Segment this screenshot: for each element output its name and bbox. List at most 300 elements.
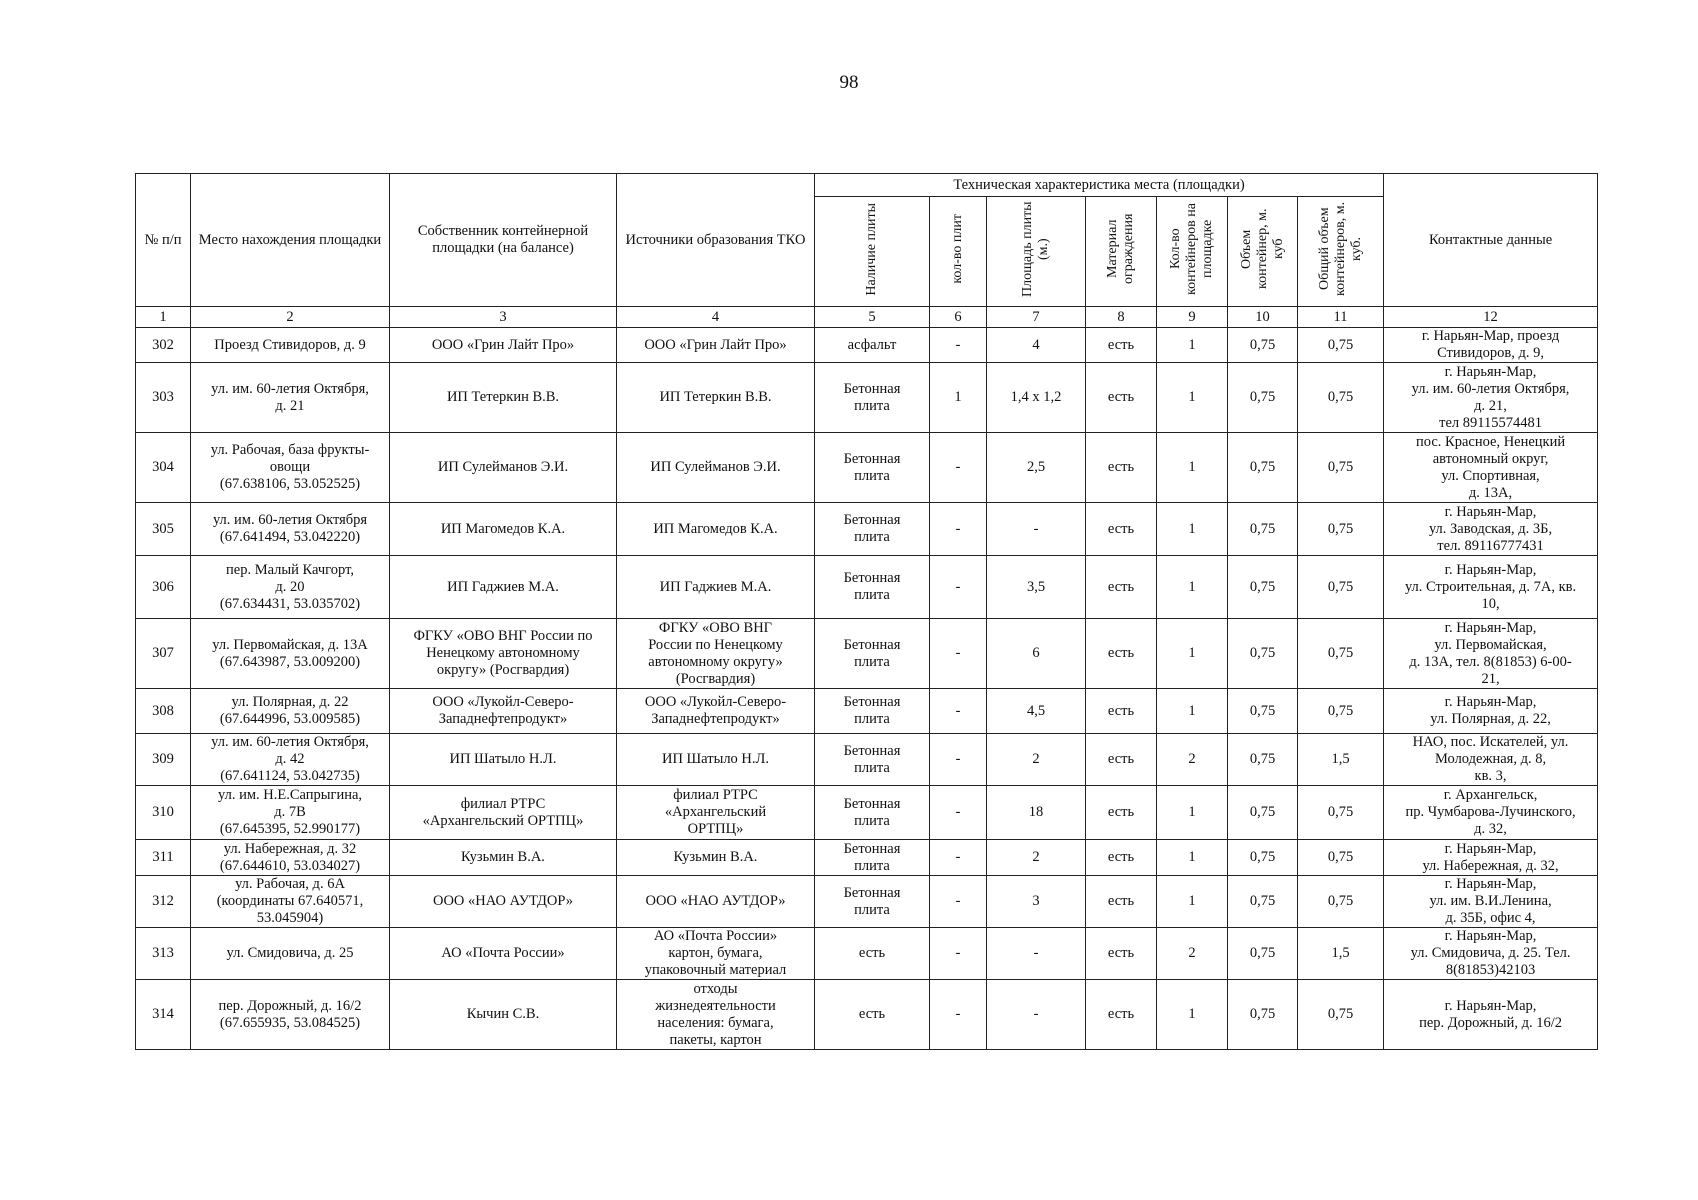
- cell-line: ООО «Грин Лайт Про»: [431, 336, 575, 353]
- plates-count-cell: -: [930, 786, 987, 840]
- plate-presence-cell: [815, 980, 930, 1050]
- header-total-volume: Общий объем контейнеров, м. куб.: [1298, 197, 1384, 307]
- plate-presence-cell: [815, 840, 930, 876]
- cell-line: НАО, пос. Искателей, ул.: [1412, 734, 1569, 750]
- row-number: 313: [136, 928, 191, 980]
- source-cell: [617, 840, 815, 876]
- cell-line: ул. Заводская, д. 3Б,: [1428, 520, 1553, 537]
- cell-line: Бетонная: [843, 380, 901, 397]
- contacts-cell: [1384, 503, 1598, 556]
- owner-cell: [390, 689, 617, 734]
- cell-line: Бетонная: [843, 742, 901, 759]
- cell-line: ул. Первомайская,: [1434, 636, 1547, 653]
- cell-line: г. Нарьян-Мар,: [1444, 561, 1537, 578]
- cell-line: ул. им. 60-летия Октября,: [211, 734, 369, 750]
- cell-line: пер. Малый Качгорт,: [226, 561, 354, 578]
- cell-line: г. Нарьян-Мар,: [1444, 694, 1537, 710]
- container-volume-cell: 0,75: [1228, 503, 1298, 556]
- page-number: 98: [839, 72, 859, 93]
- cell-line: д. 21,: [1474, 397, 1507, 414]
- column-number: 4: [617, 307, 815, 328]
- cell-line: ИП Гаджиев М.А.: [659, 578, 772, 595]
- cell-line: ИП Магомедов К.А.: [440, 520, 566, 537]
- total-volume-cell: 0,75: [1298, 433, 1384, 503]
- container-volume-cell: 0,75: [1228, 928, 1298, 980]
- contacts-cell: [1384, 689, 1598, 734]
- contacts-cell: [1384, 980, 1598, 1050]
- plate-area-cell: -: [987, 503, 1086, 556]
- header-location: Место нахождения площадки: [191, 174, 390, 307]
- cell-line: Западнефтепродукт»: [651, 711, 780, 727]
- container-count-cell: 1: [1157, 556, 1228, 619]
- cell-line: АО «Почта России»: [653, 928, 778, 944]
- header-source: Источники образования ТКО: [617, 174, 815, 307]
- cell-line: плита: [854, 397, 890, 414]
- cell-line: Стивидоров, д. 9,: [1437, 345, 1544, 361]
- fence-material-cell: есть: [1086, 556, 1157, 619]
- cell-line: ул. Полярная, д. 22: [231, 694, 349, 710]
- plate-presence-cell: [815, 786, 930, 840]
- cell-line: плита: [854, 529, 890, 545]
- cell-line: Бетонная: [843, 636, 901, 653]
- plates-count-cell: -: [930, 556, 987, 619]
- plates-count-cell: -: [930, 689, 987, 734]
- cell-line: ИП Магомедов К.А.: [653, 520, 778, 537]
- contacts-cell: [1384, 840, 1598, 876]
- total-volume-cell: 0,75: [1298, 503, 1384, 556]
- cell-line: ул. Смидовича, д. 25. Тел.: [1410, 945, 1571, 961]
- header-contacts: Контактные данные: [1384, 174, 1598, 307]
- source-cell: [617, 689, 815, 734]
- plate-area-cell: 4: [987, 328, 1086, 363]
- cell-line: ул. Полярная, д. 22,: [1430, 711, 1551, 727]
- owner-cell: [390, 876, 617, 928]
- total-volume-cell: 0,75: [1298, 363, 1384, 433]
- cell-line: г. Архангельск,: [1443, 787, 1538, 803]
- column-number: 2: [191, 307, 390, 328]
- cell-line: ООО «НАО АУТДОР»: [645, 893, 786, 909]
- container-count-cell: 1: [1157, 433, 1228, 503]
- contacts-cell: [1384, 734, 1598, 786]
- contacts-cell: [1384, 556, 1598, 619]
- plates-count-cell: -: [930, 928, 987, 980]
- fence-material-cell: есть: [1086, 786, 1157, 840]
- column-number: 3: [390, 307, 617, 328]
- source-cell: [617, 433, 815, 503]
- table-body: [136, 328, 1598, 1050]
- owner-cell: [390, 503, 617, 556]
- cell-line: ФГКУ «ОВО ВНГ: [658, 619, 773, 636]
- cell-line: ул. Спортивная,: [1441, 467, 1540, 484]
- fence-material-cell: есть: [1086, 433, 1157, 503]
- cell-line: (67.655935, 53.084525): [219, 1014, 361, 1031]
- cell-line: д. 20: [275, 578, 305, 595]
- cell-line: кв. 3,: [1474, 768, 1507, 784]
- cell-line: (67.638106, 53.052525): [219, 476, 361, 492]
- plate-area-cell: 2: [987, 840, 1086, 876]
- fence-material-cell: есть: [1086, 734, 1157, 786]
- source-cell: [617, 363, 815, 433]
- cell-line: плита: [854, 711, 890, 727]
- plates-count-cell: -: [930, 840, 987, 876]
- plate-area-cell: -: [987, 980, 1086, 1050]
- plate-area-cell: 3: [987, 876, 1086, 928]
- container-volume-cell: 0,75: [1228, 556, 1298, 619]
- owner-cell: [390, 556, 617, 619]
- cell-line: тел. 89116777431: [1437, 537, 1544, 554]
- header-owner: Собственник контейнерной площадки (на балансе): [390, 174, 617, 307]
- owner-cell: [390, 928, 617, 980]
- plates-count-cell: -: [930, 328, 987, 363]
- cell-line: асфальт: [847, 336, 897, 353]
- cell-line: есть: [858, 1006, 886, 1022]
- container-count-cell: 1: [1157, 786, 1228, 840]
- plates-count-cell: -: [930, 980, 987, 1050]
- plate-area-cell: 18: [987, 786, 1086, 840]
- contacts-cell: [1384, 876, 1598, 928]
- total-volume-cell: 0,75: [1298, 980, 1384, 1050]
- cell-line: ИП Гаджиев М.А.: [447, 578, 559, 595]
- location-cell: [191, 928, 390, 980]
- row-number: 305: [136, 503, 191, 556]
- location-cell: [191, 363, 390, 433]
- cell-line: (67.645395, 52.990177): [219, 821, 361, 837]
- container-count-cell: 1: [1157, 689, 1228, 734]
- plate-area-cell: 2,5: [987, 433, 1086, 503]
- plate-presence-cell: [815, 363, 930, 433]
- cell-line: ФГКУ «ОВО ВНГ России по: [413, 628, 593, 644]
- container-volume-cell: 0,75: [1228, 363, 1298, 433]
- fence-material-cell: есть: [1086, 980, 1157, 1050]
- plate-presence-cell: [815, 433, 930, 503]
- cell-line: г. Нарьян-Мар,: [1444, 363, 1537, 380]
- cell-line: Кычин С.В.: [466, 1006, 540, 1022]
- row-number: 312: [136, 876, 191, 928]
- location-cell: [191, 980, 390, 1050]
- cell-line: Молодежная, д. 8,: [1434, 751, 1547, 767]
- cell-line: филиал РТРС: [673, 787, 758, 803]
- fence-material-cell: есть: [1086, 363, 1157, 433]
- plate-presence-cell: [815, 734, 930, 786]
- cell-line: тел 89115574481: [1439, 414, 1542, 431]
- contacts-cell: [1384, 433, 1598, 503]
- cell-line: ул. Строительная, д. 7А, кв.: [1404, 578, 1577, 595]
- table-header: [136, 174, 1598, 328]
- cell-line: (67.644610, 53.034027): [219, 857, 361, 874]
- table-row: [136, 619, 1598, 689]
- cell-line: Проезд Стивидоров, д. 9: [214, 336, 366, 353]
- location-cell: [191, 876, 390, 928]
- plate-presence-cell: [815, 619, 930, 689]
- cell-line: д. 32,: [1474, 821, 1507, 837]
- total-volume-cell: 1,5: [1298, 734, 1384, 786]
- cell-line: Бетонная: [843, 450, 901, 467]
- plate-presence-cell: [815, 503, 930, 556]
- total-volume-cell: 0,75: [1298, 876, 1384, 928]
- cell-line: плита: [854, 857, 890, 874]
- cell-line: (67.644996, 53.009585): [219, 711, 361, 727]
- source-cell: [617, 734, 815, 786]
- container-count-cell: 1: [1157, 980, 1228, 1050]
- plate-presence-cell: [815, 328, 930, 363]
- header-fence-material: Материал ограждения: [1086, 197, 1157, 307]
- cell-line: (координаты 67.640571,: [216, 893, 364, 909]
- plates-count-cell: -: [930, 734, 987, 786]
- total-volume-cell: 0,75: [1298, 840, 1384, 876]
- cell-line: пакеты, картон: [669, 1031, 762, 1048]
- location-cell: [191, 556, 390, 619]
- table-row: [136, 734, 1598, 786]
- plate-presence-cell: [815, 876, 930, 928]
- cell-line: автономный округ,: [1432, 450, 1549, 467]
- source-cell: [617, 556, 815, 619]
- table-row: [136, 689, 1598, 734]
- location-cell: [191, 433, 390, 503]
- column-number: 6: [930, 307, 987, 328]
- container-volume-cell: 0,75: [1228, 876, 1298, 928]
- cell-line: ИП Шатыло Н.Л.: [661, 751, 769, 767]
- container-volume-cell: 0,75: [1228, 786, 1298, 840]
- cell-line: ООО «Лукойл-Северо-: [644, 694, 787, 710]
- cell-line: г. Нарьян-Мар,: [1444, 928, 1537, 944]
- column-number: 10: [1228, 307, 1298, 328]
- cell-line: округу» (Росгвардия): [436, 662, 570, 678]
- total-volume-cell: 0,75: [1298, 689, 1384, 734]
- row-number: 310: [136, 786, 191, 840]
- column-number: 11: [1298, 307, 1384, 328]
- cell-line: Ненецкому автономному: [426, 645, 580, 661]
- owner-cell: [390, 433, 617, 503]
- column-number-row: [136, 307, 1598, 328]
- table-row: [136, 786, 1598, 840]
- table-row: [136, 503, 1598, 556]
- cell-line: плита: [854, 901, 890, 918]
- fence-material-cell: есть: [1086, 689, 1157, 734]
- cell-line: филиал РТРС: [460, 795, 546, 812]
- cell-line: 53.045904): [256, 910, 324, 926]
- container-volume-cell: 0,75: [1228, 433, 1298, 503]
- cell-line: г. Нарьян-Мар,: [1444, 840, 1537, 857]
- cell-line: (67.643987, 53.009200): [219, 653, 361, 670]
- fence-material-cell: есть: [1086, 619, 1157, 689]
- cell-line: (67.641494, 53.042220): [219, 529, 361, 545]
- cell-line: ИП Шатыло Н.Л.: [449, 751, 557, 767]
- cell-line: России по Ненецкому: [648, 636, 783, 653]
- container-count-cell: 1: [1157, 619, 1228, 689]
- cell-line: ул. Первомайская, д. 13А: [212, 636, 368, 653]
- cell-line: (Росгвардия): [675, 670, 756, 687]
- container-volume-cell: 0,75: [1228, 734, 1298, 786]
- fence-material-cell: есть: [1086, 928, 1157, 980]
- cell-line: пос. Красное, Ненецкий: [1415, 433, 1566, 450]
- fence-material-cell: есть: [1086, 840, 1157, 876]
- cell-line: (67.634431, 53.035702): [219, 595, 361, 612]
- cell-line: ул. Набережная, д. 32,: [1422, 857, 1559, 874]
- header-number: № п/п: [136, 174, 191, 307]
- column-number: 1: [136, 307, 191, 328]
- owner-cell: [390, 734, 617, 786]
- table-row: [136, 840, 1598, 876]
- cell-line: АО «Почта России»: [441, 945, 565, 961]
- plate-area-cell: 4,5: [987, 689, 1086, 734]
- plate-presence-cell: [815, 556, 930, 619]
- plate-area-cell: -: [987, 928, 1086, 980]
- table-row: [136, 328, 1598, 363]
- cell-line: Бетонная: [843, 694, 901, 710]
- row-number: 302: [136, 328, 191, 363]
- cell-line: д. 35Б, офис 4,: [1445, 910, 1536, 926]
- cell-line: д. 42: [275, 751, 305, 767]
- location-cell: [191, 786, 390, 840]
- cell-line: д. 13А, тел. 8(81853) 6-00-: [1409, 653, 1572, 670]
- cell-line: 10,: [1481, 595, 1500, 612]
- cell-line: г. Нарьян-Мар,: [1444, 503, 1537, 520]
- source-cell: [617, 328, 815, 363]
- cell-line: жизнедеятельности: [655, 997, 776, 1014]
- owner-cell: [390, 328, 617, 363]
- row-number: 306: [136, 556, 191, 619]
- cell-line: ул. Рабочая, д. 6А: [235, 876, 345, 892]
- cell-line: Кузьмин В.А.: [461, 849, 545, 865]
- owner-cell: [390, 980, 617, 1050]
- cell-line: ул. им. В.И.Ленина,: [1429, 893, 1552, 909]
- container-volume-cell: 0,75: [1228, 328, 1298, 363]
- cell-line: ИП Сулейманов Э.И.: [437, 459, 569, 475]
- cell-line: 8(81853)42103: [1445, 962, 1536, 978]
- cell-line: «Архангельский: [664, 804, 767, 820]
- container-count-cell: 1: [1157, 363, 1228, 433]
- source-cell: [617, 980, 815, 1050]
- row-number: 308: [136, 689, 191, 734]
- table-row: [136, 363, 1598, 433]
- total-volume-cell: 0,75: [1298, 786, 1384, 840]
- owner-cell: [390, 840, 617, 876]
- row-number: 311: [136, 840, 191, 876]
- container-count-cell: 1: [1157, 840, 1228, 876]
- row-number: 314: [136, 980, 191, 1050]
- total-volume-cell: 1,5: [1298, 928, 1384, 980]
- plate-presence-cell: [815, 689, 930, 734]
- source-cell: [617, 619, 815, 689]
- cell-line: ИП Сулейманов Э.И.: [650, 459, 781, 475]
- total-volume-cell: 0,75: [1298, 328, 1384, 363]
- container-volume-cell: 0,75: [1228, 619, 1298, 689]
- fence-material-cell: есть: [1086, 876, 1157, 928]
- location-cell: [191, 689, 390, 734]
- cell-line: пер. Дорожный, д. 16/2: [218, 997, 362, 1014]
- contacts-cell: [1384, 328, 1598, 363]
- plates-count-cell: -: [930, 619, 987, 689]
- cell-line: ул. Рабочая, база фрукты-: [210, 442, 370, 458]
- cell-line: 21,: [1481, 670, 1500, 687]
- cell-line: г. Нарьян-Мар, проезд: [1421, 328, 1560, 344]
- table-row: [136, 980, 1598, 1050]
- cell-line: ул. Набережная, д. 32: [223, 840, 357, 857]
- cell-line: ул. Смидовича, д. 25: [226, 945, 354, 961]
- table-row: [136, 876, 1598, 928]
- container-count-cell: 2: [1157, 734, 1228, 786]
- contacts-cell: [1384, 928, 1598, 980]
- header-plate-presence: Наличие плиты: [815, 197, 930, 307]
- column-number: 8: [1086, 307, 1157, 328]
- cell-line: автономному округу»: [648, 653, 783, 670]
- column-number: 5: [815, 307, 930, 328]
- column-number: 12: [1384, 307, 1598, 328]
- cell-line: есть: [858, 945, 886, 961]
- total-volume-cell: 0,75: [1298, 619, 1384, 689]
- container-volume-cell: 0,75: [1228, 980, 1298, 1050]
- header-technical-group: Техническая характеристика места (площадки): [815, 174, 1384, 197]
- cell-line: д. 7В: [274, 804, 306, 820]
- cell-line: пер. Дорожный, д. 16/2: [1419, 1014, 1562, 1031]
- location-cell: [191, 503, 390, 556]
- cell-line: плита: [854, 653, 890, 670]
- cell-line: Бетонная: [843, 512, 901, 528]
- cell-line: отходы: [693, 980, 738, 997]
- fence-material-cell: есть: [1086, 503, 1157, 556]
- cell-line: пр. Чумбарова-Лучинского,: [1405, 804, 1576, 820]
- header-plate-area: Площадь плиты (м.): [987, 197, 1086, 307]
- row-number: 304: [136, 433, 191, 503]
- plates-count-cell: -: [930, 433, 987, 503]
- cell-line: ул. им. 60-летия Октября,: [1411, 380, 1570, 397]
- source-cell: [617, 928, 815, 980]
- owner-cell: [390, 786, 617, 840]
- cell-line: плита: [854, 467, 890, 484]
- cell-line: Бетонная: [843, 840, 901, 857]
- cell-line: Кузьмин В.А.: [673, 849, 758, 865]
- cell-line: Бетонная: [843, 795, 901, 812]
- owner-cell: [390, 363, 617, 433]
- cell-line: овощи: [269, 459, 311, 475]
- cell-line: плита: [854, 812, 890, 829]
- owner-cell: [390, 619, 617, 689]
- header-container-volume: Объем контейнер, м. куб: [1228, 197, 1298, 307]
- source-cell: [617, 876, 815, 928]
- cell-line: д. 13А,: [1468, 484, 1513, 501]
- cell-line: плита: [854, 759, 890, 776]
- cell-line: картон, бумага,: [668, 945, 763, 961]
- location-cell: [191, 840, 390, 876]
- source-cell: [617, 503, 815, 556]
- cell-line: «Архангельский ОРТПЦ»: [422, 812, 584, 829]
- cell-line: ул. им. Н.Е.Сапрыгина,: [217, 787, 363, 803]
- cell-line: г. Нарьян-Мар,: [1444, 876, 1537, 892]
- table-row: [136, 556, 1598, 619]
- cell-line: Бетонная: [843, 570, 901, 586]
- row-number: 303: [136, 363, 191, 433]
- location-cell: [191, 619, 390, 689]
- cell-line: ИП Тетеркин В.В.: [446, 389, 560, 405]
- plate-presence-cell: [815, 928, 930, 980]
- row-number: 307: [136, 619, 191, 689]
- cell-line: Западнефтепродукт»: [438, 711, 568, 727]
- plates-count-cell: 1: [930, 363, 987, 433]
- cell-line: ООО «НАО АУТДОР»: [432, 893, 574, 909]
- fence-material-cell: есть: [1086, 328, 1157, 363]
- contacts-cell: [1384, 786, 1598, 840]
- cell-line: г. Нарьян-Мар,: [1444, 619, 1537, 636]
- total-volume-cell: 0,75: [1298, 556, 1384, 619]
- source-cell: [617, 786, 815, 840]
- location-cell: [191, 734, 390, 786]
- container-count-cell: 1: [1157, 328, 1228, 363]
- table-row: [136, 433, 1598, 503]
- header-container-count: Кол-во контейнеров на площадке: [1157, 197, 1228, 307]
- container-count-cell: 2: [1157, 928, 1228, 980]
- cell-line: Бетонная: [843, 884, 901, 901]
- contacts-cell: [1384, 619, 1598, 689]
